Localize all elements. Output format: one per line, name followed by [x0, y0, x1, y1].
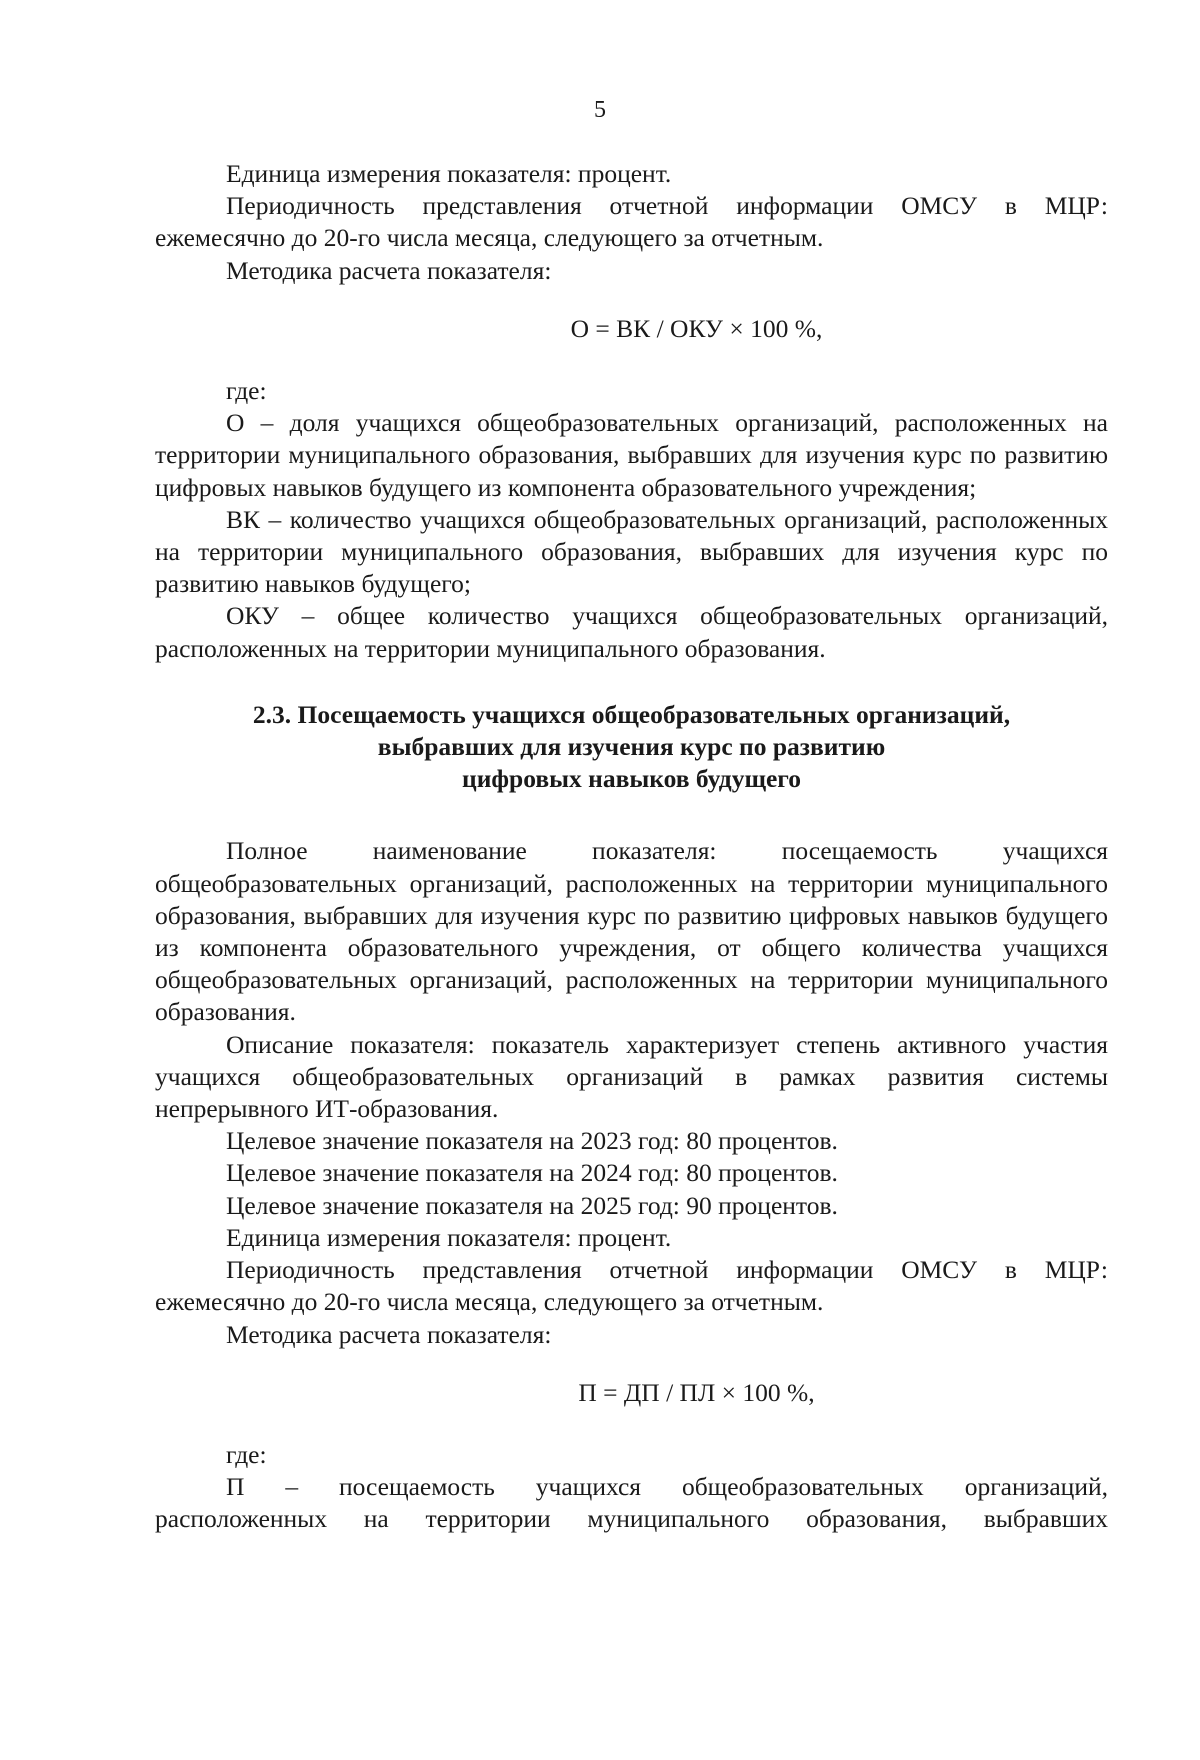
definition-vk: ВК – количество учащихся общеобразовательных организаций, расположенных на территории муниципального образования, выбравших для изучения курс по развитию навыков будущего;	[155, 504, 1108, 599]
where-label-2-3: где:	[226, 1439, 267, 1469]
reporting-periodicity-2-3: Периодичность представления отчетной информации ОМСУ в МЦР: ежемесячно до 20-го числа месяца, следующего за отчетным.	[155, 1255, 1108, 1317]
formula-p: П = ДП / ПЛ × 100 %,	[578, 1377, 815, 1407]
definition-p: П – посещаемость учащихся общеобразовательных организаций, расположенных на территории муниципального образования, выбравших	[155, 1472, 1108, 1534]
where-label: где:	[226, 376, 267, 406]
unit-of-measure-2-3: Единица измерения показателя: процент.	[226, 1222, 672, 1252]
heading-line-3: цифровых навыков будущего	[462, 764, 801, 794]
calculation-method-label-2-3: Методика расчета показателя:	[226, 1319, 552, 1349]
definition-o: О – доля учащихся общеобразовательных организаций, расположенных на территории муниципального образования, выбравших для изучения курс по развитию цифровых навыков будущего из компонента образовательного учреждения;	[155, 408, 1108, 502]
page-number: 5	[594, 97, 606, 123]
indicator-description: Описание показателя: показатель характеризует степень активного участия учащихся общеобразовательных организаций в рамках развития системы непрерывного ИТ-образования.	[155, 1029, 1108, 1124]
reporting-periodicity: Периодичность представления отчетной информации ОМСУ в МЦР: ежемесячно до 20-го числа месяца, следующего за отчетным.	[155, 191, 1108, 253]
calculation-method-label: Методика расчета показателя:	[226, 255, 552, 285]
heading-line-2: выбравших для изучения курс по развитию	[377, 732, 886, 762]
definition-oku: ОКУ – общее количество учащихся общеобразовательных организаций, расположенных на территории муниципального образования.	[155, 601, 1108, 663]
target-value-2024: Целевое значение показателя на 2024 год: 80 процентов.	[226, 1158, 838, 1188]
heading-line-1: 2.3. Посещаемость учащихся общеобразовательных организаций,	[252, 699, 1011, 729]
unit-of-measure: Единица измерения показателя: процент.	[226, 159, 672, 188]
target-value-2023: Целевое значение показателя на 2023 год: 80 процентов.	[226, 1126, 838, 1156]
target-value-2025: Целевое значение показателя на 2025 год: 90 процентов.	[226, 1190, 838, 1220]
document-body	[155, 158, 1108, 1536]
section-heading-2-3	[155, 699, 1108, 796]
formula-o: О = ВК / ОКУ × 100 %,	[570, 313, 823, 343]
indicator-full-name: Полное наименование показателя: посещаемость учащихся общеобразовательных организаций, расположенных на территории муниципального образования, выбравших для изучения курс по развитию цифровых навыков будущего из компонента образовательного учреждения, от общего количества учащихся общеобразовательных организаций, расположенных на территории муниципального образования.	[155, 836, 1108, 1027]
